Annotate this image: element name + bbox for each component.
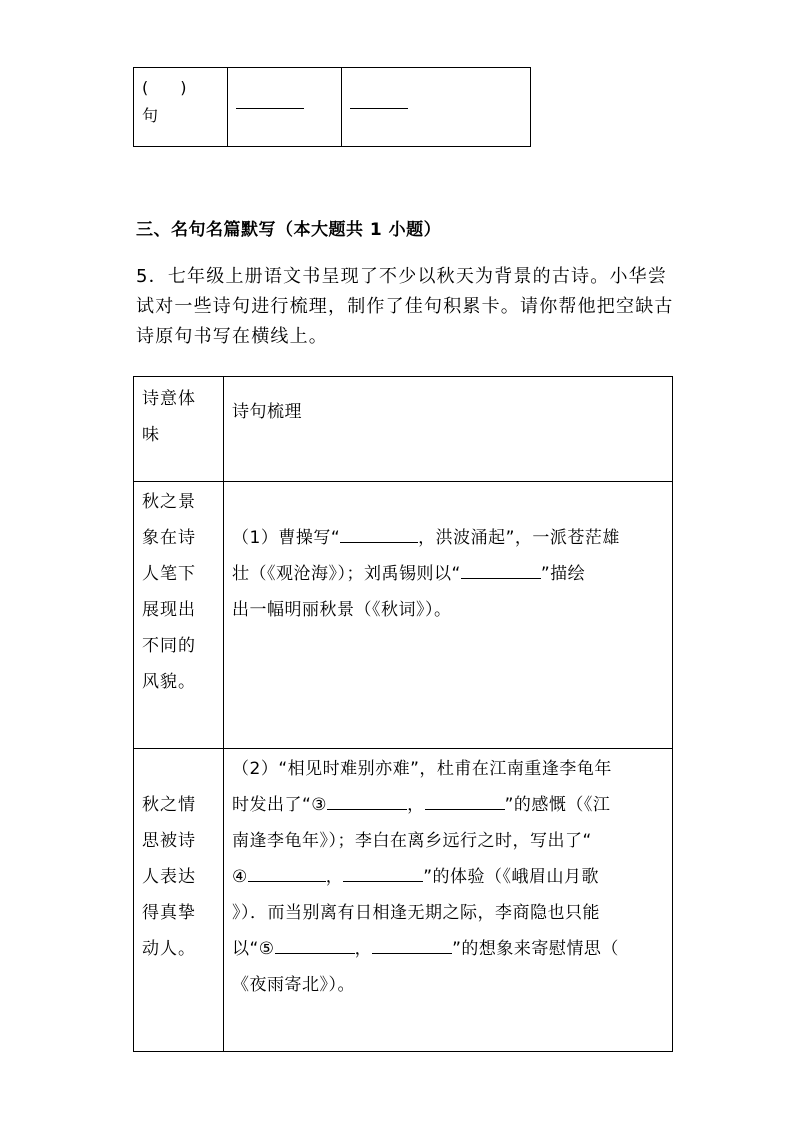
row1-left-cell xyxy=(134,482,224,749)
answer-blank[interactable] xyxy=(461,578,541,579)
table-row-emotion xyxy=(134,749,673,1052)
answer-blank[interactable] xyxy=(248,881,326,882)
text-fragment: ”的体验（《峨眉山月歌 xyxy=(423,867,600,887)
row1-right-line1 xyxy=(232,520,672,556)
answer-blank[interactable] xyxy=(343,881,423,882)
text-fragment: ”的感慨（《江 xyxy=(504,795,611,815)
top-table xyxy=(133,67,531,147)
text-fragment: （1）曹操写“ xyxy=(232,528,341,548)
header-right-cell xyxy=(224,377,673,482)
row1-left-line: 风貌。 xyxy=(142,672,196,692)
row2-right-line3: 南逢李龟年》）；李白在离乡远行之时，写出了“ xyxy=(232,831,592,851)
answer-blank[interactable] xyxy=(236,108,304,109)
answer-blank[interactable] xyxy=(350,108,408,109)
row1-right-line3: 出一幅明丽秋景（《秋词》）。 xyxy=(232,600,452,620)
row2-left-line: 思被诗 xyxy=(142,831,196,851)
row2-right-line7: 《夜雨寄北》）。 xyxy=(232,975,355,995)
row2-right-line4 xyxy=(232,859,672,895)
row2-left-cell xyxy=(134,749,224,1052)
top-table-label-line1: ( ) xyxy=(142,78,187,97)
row2-left-line: 人表达 xyxy=(142,867,196,887)
section-title: 三、名句名篇默写（本大题共 1 小题） xyxy=(136,220,442,240)
header-left-line1: 诗意体 xyxy=(142,389,196,409)
text-fragment: ”的想象来寄慰情思（ xyxy=(452,939,619,959)
answer-blank[interactable] xyxy=(340,542,418,543)
row1-right-line2 xyxy=(232,556,672,592)
text-fragment: ④ xyxy=(232,867,248,887)
row2-right-cell xyxy=(224,749,673,1052)
row2-right-line6 xyxy=(232,931,672,967)
row2-left-line: 秋之情 xyxy=(142,795,196,815)
text-fragment: 壮（《观沧海》）；刘禹锡则以“ xyxy=(232,564,461,584)
text-fragment: ”描绘 xyxy=(540,564,586,584)
header-left-line2: 味 xyxy=(142,425,160,445)
row1-left-line: 人笔下 xyxy=(142,564,196,584)
text-fragment: ， xyxy=(354,939,373,959)
table-row-scenery xyxy=(134,482,673,749)
top-table-label-line2: 句 xyxy=(142,106,159,125)
text-fragment: ， xyxy=(325,867,344,887)
row1-left-line: 象在诗 xyxy=(142,528,196,548)
answer-blank[interactable] xyxy=(425,809,505,810)
text-fragment: ， xyxy=(407,795,425,815)
row1-left-line: 不同的 xyxy=(142,636,196,656)
top-table-blank-cell-1 xyxy=(228,68,342,147)
answer-blank[interactable] xyxy=(275,953,355,954)
row2-right-line5: 》）．而当别离有日相逢无期之际，李商隐也只能 xyxy=(232,903,600,923)
text-fragment: ，洪波涌起”，一派苍茫雄 xyxy=(418,528,620,548)
row2-left-line: 得真挚 xyxy=(142,903,196,923)
header-left-cell xyxy=(134,377,224,482)
table-header-row xyxy=(134,377,673,482)
text-fragment: 以“⑤ xyxy=(232,939,275,959)
row2-right-line2 xyxy=(232,787,672,823)
answer-blank[interactable] xyxy=(372,953,452,954)
top-table-blank-cell-2 xyxy=(342,68,531,147)
answer-blank[interactable] xyxy=(327,809,407,810)
top-table-label-cell xyxy=(134,68,228,147)
question-text: 5．七年级上册语文书呈现了不少以秋天为背景的古诗。小华尝试对一些诗句进行梳理，制作了佳句积累卡。请你帮他把空缺古诗原句书写在横线上。 xyxy=(136,266,674,347)
text-fragment: 时发出了“③ xyxy=(232,795,328,815)
row1-right-cell xyxy=(224,482,673,749)
row2-left-line: 动人。 xyxy=(142,939,196,959)
poetry-table xyxy=(133,376,673,1052)
row1-left-line: 展现出 xyxy=(142,600,196,620)
row2-right-line1: （2）“相见时难别亦难”，杜甫在江南重逢李龟年 xyxy=(232,759,612,779)
header-right-text: 诗句梳理 xyxy=(232,402,302,422)
row1-left-line: 秋之景 xyxy=(142,492,196,512)
